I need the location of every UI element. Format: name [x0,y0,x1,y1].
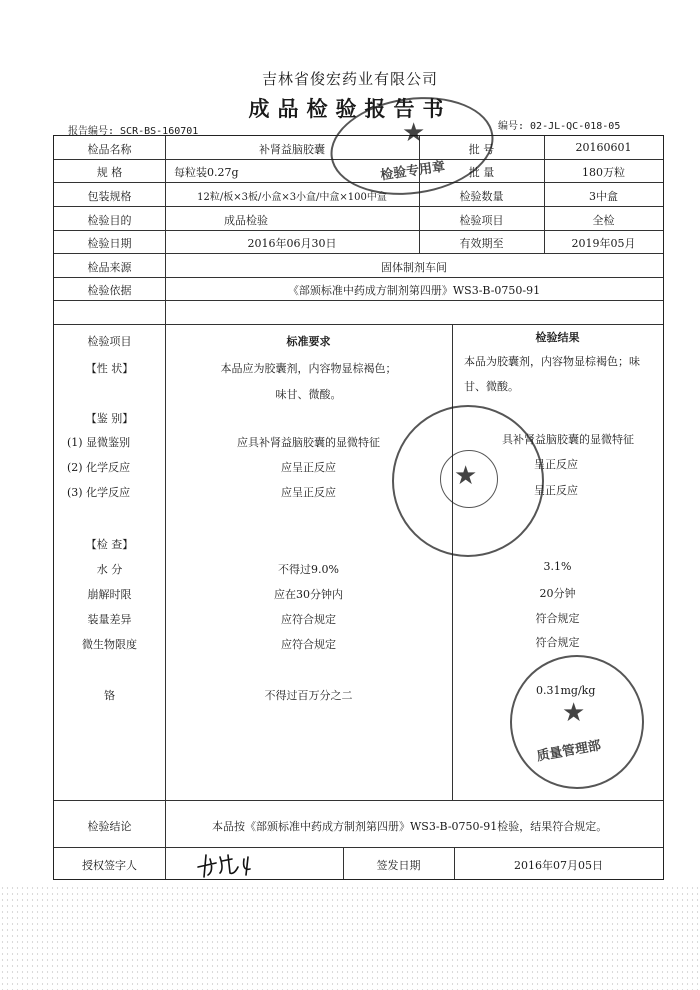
result-item-fill-weight: 装量差异 [87,613,132,626]
qty-label: 批 量 [468,166,495,179]
scan-noise [0,885,700,990]
result-standard-moisture: 不得过9.0% [278,563,339,576]
result-item-chem-2: (3) 化学反应 [67,486,131,499]
inspection-seal-top-label: 检验专用章 [379,159,447,184]
result-standard-disintegration: 应在30分钟内 [274,588,343,601]
result-standard-chem-1: 应呈正反应 [281,461,336,474]
expiry-label: 有效期至 [459,237,504,250]
basis-value: 《部颁标准中药成方制剂第四册》WS3-B-0750-91 [287,284,541,297]
sample-label: 检验数量 [459,190,504,203]
result-standard-chem-2: 应呈正反应 [281,486,336,499]
result-value-fill-weight: 符合规定 [535,612,580,625]
pack-value: 12粒/板×3板/小盒×3小盒/中盒×100中盒 [197,192,387,203]
col-result-header: 检验结果 [535,331,580,344]
result-item-disintegration: 崩解时限 [87,588,132,601]
purpose-value: 成品检验 [224,214,268,227]
source-value: 固体制剂车间 [381,261,447,274]
seal-star-icon: ★ [562,698,586,728]
spec-label: 规 格 [96,166,123,179]
batch-value: 20160601 [575,141,632,154]
sample-value: 3中盒 [589,190,618,203]
company-name: 吉林省俊宏药业有限公司 [261,70,438,88]
seal-star-icon: ★ [402,118,426,148]
result-value-microscopic: 具补肾益脑胶囊的显微特征 [502,433,634,446]
conclusion-value: 本品按《部颁标准中药成方制剂第四册》WS3-B-0750-91检验，结果符合规定。 [212,820,608,833]
col-standard-header: 标准要求 [286,335,331,348]
result-standard-microscopic: 应具补肾益脑胶囊的显微特征 [237,436,380,449]
result-value-chem-1: 呈正反应 [534,458,578,471]
seal-star-icon: ★ [454,461,478,491]
conclusion-label: 检验结论 [87,820,132,833]
result-item-microbial: 微生物限度 [82,638,137,651]
result-standard-appearance-2: 味甘、微酸。 [275,388,342,401]
result-item-inspection: 【检 查】 [85,538,134,551]
result-item-microscopic: (1) 显微鉴别 [67,436,131,449]
product-value: 补肾益脑胶囊 [259,143,325,156]
report-title: 成品检验报告书 [248,96,452,121]
date-label: 检验日期 [87,237,132,250]
result-item-moisture: 水 分 [96,563,123,576]
col-item-header: 检验项目 [87,335,132,348]
result-value-chromium: 0.31mg/kg [536,684,596,697]
result-value-microbial: 符合规定 [535,636,580,649]
result-standard-microbial: 应符合规定 [281,638,336,651]
document-number: 编号: 02-JL-QC-018-05 [498,121,621,132]
issue-date-label: 签发日期 [376,859,421,872]
spec-value: 每粒装0.27g [174,166,239,179]
result-value-appearance-2: 甘、微酸。 [464,380,519,393]
basis-label: 检验依据 [87,284,132,297]
qty-value: 180万粒 [582,166,625,179]
result-standard-chromium: 不得过百万分之二 [264,689,353,702]
pack-label: 包装规格 [87,190,132,203]
source-label: 检品来源 [87,261,132,274]
date-value: 2016年06月30日 [247,237,337,250]
result-item-identification: 【鉴 别】 [85,412,134,425]
item-label: 检验项目 [459,214,504,227]
item-value: 全检 [592,214,615,227]
result-item-chem-1: (2) 化学反应 [67,461,131,474]
result-value-appearance-1: 本品为胶囊剂，内容物显棕褐色；味 [464,355,640,368]
purpose-label: 检验目的 [87,214,132,227]
product-label: 检品名称 [87,143,132,156]
result-value-moisture: 3.1% [543,560,572,573]
result-standard-fill-weight: 应符合规定 [281,613,336,626]
signer-label: 授权签字人 [82,859,137,872]
handwritten-signature [194,849,274,879]
result-standard-appearance-1: 本品应为胶囊剂，内容物显棕褐色； [220,362,397,375]
result-value-disintegration: 20分钟 [539,587,576,600]
expiry-value: 2019年05月 [571,237,636,250]
result-value-chem-2: 呈正反应 [534,484,578,497]
result-item-chromium: 铬 [104,689,115,702]
result-item-appearance: 【性 状】 [85,362,134,375]
batch-label: 批 号 [468,143,495,156]
report-number: 报告编号: SCR-BS-160701 [68,126,199,137]
quality-seal-bottom-label: 质量管理部 [535,738,603,765]
issue-date-value: 2016年07月05日 [514,859,603,872]
